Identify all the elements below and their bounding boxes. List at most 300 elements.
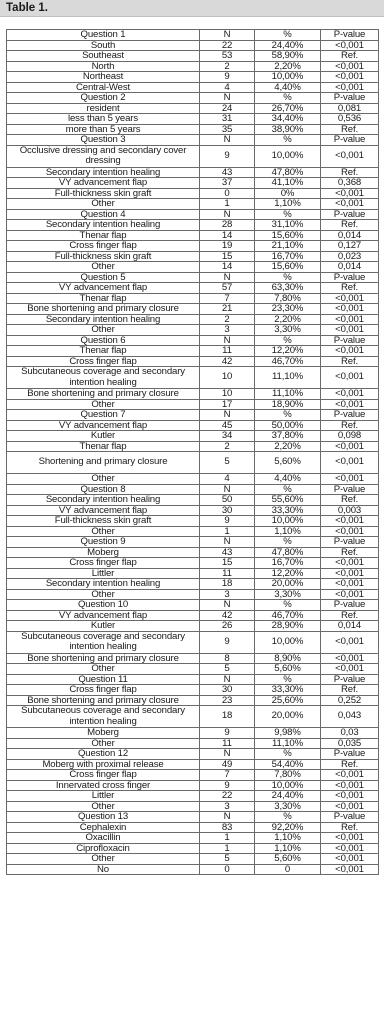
row-label: Kutler	[7, 431, 200, 442]
row-label: Thenar flap	[7, 230, 200, 241]
percent-cell: 46,70%	[255, 356, 321, 367]
count-cell: 14	[200, 262, 255, 273]
p-value-cell: P-value	[321, 135, 379, 146]
count-cell: 50	[200, 495, 255, 506]
percent-cell: 21,10%	[255, 241, 321, 252]
percent-cell: 47,80%	[255, 547, 321, 558]
count-cell: 11	[200, 568, 255, 579]
percent-cell: 34,40%	[255, 114, 321, 125]
p-value-cell: <0,001	[321, 568, 379, 579]
row-label: Secondary intention healing	[7, 220, 200, 231]
count-cell: N	[200, 674, 255, 685]
p-value-cell: <0,001	[321, 304, 379, 315]
p-value-cell: Ref.	[321, 610, 379, 621]
table-row	[7, 568, 379, 579]
table-row	[7, 431, 379, 442]
row-label: Question 5	[7, 272, 200, 283]
percent-cell: 50,00%	[255, 420, 321, 431]
row-label: Other	[7, 589, 200, 600]
percent-cell: 5,60%	[255, 664, 321, 675]
percent-cell: 92,20%	[255, 822, 321, 833]
table-row	[7, 103, 379, 114]
table-row	[7, 283, 379, 294]
p-value-cell: Ref.	[321, 51, 379, 62]
percent-cell: 5,60%	[255, 854, 321, 865]
table-row	[7, 526, 379, 537]
row-label: Thenar flap	[7, 441, 200, 452]
row-label: Question 10	[7, 600, 200, 611]
percent-cell: 3,30%	[255, 801, 321, 812]
p-value-cell: Ref.	[321, 420, 379, 431]
p-value-cell: Ref.	[321, 822, 379, 833]
p-value-cell: 0,014	[321, 262, 379, 273]
percent-cell: 24,40%	[255, 791, 321, 802]
count-cell: 9	[200, 516, 255, 527]
p-value-cell: P-value	[321, 335, 379, 346]
percent-cell: %	[255, 537, 321, 548]
p-value-cell: <0,001	[321, 452, 379, 474]
row-label: Question 8	[7, 484, 200, 495]
p-value-cell: <0,001	[321, 864, 379, 875]
count-cell: 5	[200, 854, 255, 865]
percent-cell: 46,70%	[255, 610, 321, 621]
p-value-cell: <0,001	[321, 791, 379, 802]
row-label: Moberg	[7, 547, 200, 558]
p-value-cell: <0,001	[321, 199, 379, 210]
count-cell: 2	[200, 441, 255, 452]
count-cell: N	[200, 537, 255, 548]
percent-cell: 2,20%	[255, 441, 321, 452]
row-label: Other	[7, 325, 200, 336]
table-row	[7, 780, 379, 791]
count-cell: 19	[200, 241, 255, 252]
table-row	[7, 346, 379, 357]
row-label: Bone shortening and primary closure	[7, 695, 200, 706]
percent-cell: 15,60%	[255, 230, 321, 241]
p-value-cell: 0,043	[321, 706, 379, 728]
row-label: Other	[7, 854, 200, 865]
question-header-row	[7, 410, 379, 421]
table-row	[7, 82, 379, 93]
percent-cell: %	[255, 410, 321, 421]
p-value-cell: <0,001	[321, 631, 379, 653]
count-cell: 57	[200, 283, 255, 294]
p-value-cell: <0,001	[321, 441, 379, 452]
count-cell: 0	[200, 864, 255, 875]
percent-cell: 33,30%	[255, 505, 321, 516]
table-row	[7, 262, 379, 273]
row-label: Secondary intention healing	[7, 495, 200, 506]
percent-cell: 2,20%	[255, 61, 321, 72]
table-row	[7, 854, 379, 865]
p-value-cell: <0,001	[321, 72, 379, 83]
p-value-cell: Ref.	[321, 685, 379, 696]
question-header-row	[7, 335, 379, 346]
row-label: Other	[7, 801, 200, 812]
row-label: VY advancement flap	[7, 283, 200, 294]
percent-cell: 47,80%	[255, 167, 321, 178]
count-cell: 15	[200, 558, 255, 569]
p-value-cell: <0,001	[321, 145, 379, 167]
p-value-cell: 0,536	[321, 114, 379, 125]
results-table	[6, 29, 379, 875]
p-value-cell: <0,001	[321, 389, 379, 400]
percent-cell: 3,30%	[255, 325, 321, 336]
count-cell: 7	[200, 770, 255, 781]
row-label: Question 3	[7, 135, 200, 146]
p-value-cell: <0,001	[321, 558, 379, 569]
p-value-cell: P-value	[321, 209, 379, 220]
row-label: less than 5 years	[7, 114, 200, 125]
table-row	[7, 864, 379, 875]
table-row	[7, 706, 379, 728]
p-value-cell: <0,001	[321, 664, 379, 675]
row-label: more than 5 years	[7, 124, 200, 135]
p-value-cell: Ref.	[321, 167, 379, 178]
count-cell: 3	[200, 801, 255, 812]
p-value-cell: <0,001	[321, 82, 379, 93]
row-label: Other	[7, 262, 200, 273]
row-label: Cross finger flap	[7, 558, 200, 569]
table-row	[7, 145, 379, 167]
count-cell: 42	[200, 356, 255, 367]
count-cell: 9	[200, 728, 255, 739]
row-label: Other	[7, 526, 200, 537]
row-label: No	[7, 864, 200, 875]
table-row	[7, 356, 379, 367]
count-cell: N	[200, 600, 255, 611]
p-value-cell: <0,001	[321, 653, 379, 664]
percent-cell: 63,30%	[255, 283, 321, 294]
row-label: South	[7, 40, 200, 51]
table-row	[7, 167, 379, 178]
row-label: Question 12	[7, 749, 200, 760]
count-cell: 3	[200, 589, 255, 600]
table-row	[7, 474, 379, 485]
table-row	[7, 293, 379, 304]
table-row	[7, 547, 379, 558]
percent-cell: 11,10%	[255, 738, 321, 749]
row-label: Question 13	[7, 812, 200, 823]
table-row	[7, 843, 379, 854]
table-row	[7, 325, 379, 336]
p-value-cell: <0,001	[321, 833, 379, 844]
table-row	[7, 685, 379, 696]
row-label: VY advancement flap	[7, 420, 200, 431]
count-cell: 37	[200, 178, 255, 189]
question-header-row	[7, 30, 379, 41]
p-value-cell: P-value	[321, 537, 379, 548]
row-label: Other	[7, 474, 200, 485]
p-value-cell: <0,001	[321, 516, 379, 527]
p-value-cell: 0,023	[321, 251, 379, 262]
count-cell: 83	[200, 822, 255, 833]
table-row	[7, 589, 379, 600]
percent-cell: 3,30%	[255, 589, 321, 600]
p-value-cell: P-value	[321, 749, 379, 760]
row-label: North	[7, 61, 200, 72]
percent-cell: 54,40%	[255, 759, 321, 770]
percent-cell: 25,60%	[255, 695, 321, 706]
table-row	[7, 72, 379, 83]
p-value-cell: <0,001	[321, 474, 379, 485]
percent-cell: %	[255, 272, 321, 283]
row-label: Cross finger flap	[7, 356, 200, 367]
percent-cell: %	[255, 335, 321, 346]
percent-cell: 9,98%	[255, 728, 321, 739]
question-header-row	[7, 93, 379, 104]
percent-cell: 11,10%	[255, 367, 321, 389]
percent-cell: %	[255, 812, 321, 823]
count-cell: 15	[200, 251, 255, 262]
row-label: Kutler	[7, 621, 200, 632]
p-value-cell: 0,098	[321, 431, 379, 442]
row-label: Question 6	[7, 335, 200, 346]
percent-cell: 20,00%	[255, 706, 321, 728]
table-row	[7, 631, 379, 653]
table-row	[7, 495, 379, 506]
percent-cell: 10,00%	[255, 631, 321, 653]
count-cell: 9	[200, 145, 255, 167]
p-value-cell: Ref.	[321, 283, 379, 294]
p-value-cell: <0,001	[321, 801, 379, 812]
count-cell: 22	[200, 40, 255, 51]
percent-cell: 1,10%	[255, 526, 321, 537]
percent-cell: 1,10%	[255, 199, 321, 210]
percent-cell: %	[255, 749, 321, 760]
p-value-cell: <0,001	[321, 325, 379, 336]
table-row	[7, 579, 379, 590]
table-row	[7, 833, 379, 844]
p-value-cell: <0,001	[321, 843, 379, 854]
row-label: Full-thickness skin graft	[7, 516, 200, 527]
p-value-cell: P-value	[321, 484, 379, 495]
p-value-cell: 0,014	[321, 230, 379, 241]
count-cell: 11	[200, 346, 255, 357]
percent-cell: 31,10%	[255, 220, 321, 231]
table-row	[7, 367, 379, 389]
percent-cell: %	[255, 30, 321, 41]
count-cell: N	[200, 209, 255, 220]
percent-cell: 10,00%	[255, 780, 321, 791]
percent-cell: 10,00%	[255, 145, 321, 167]
count-cell: N	[200, 93, 255, 104]
p-value-cell: P-value	[321, 30, 379, 41]
p-value-cell: 0,03	[321, 728, 379, 739]
count-cell: N	[200, 272, 255, 283]
table-row	[7, 124, 379, 135]
percent-cell: 55,60%	[255, 495, 321, 506]
table-row	[7, 230, 379, 241]
row-label: Subcutaneous coverage and secondary intention healing	[7, 631, 200, 653]
count-cell: 31	[200, 114, 255, 125]
table-row	[7, 188, 379, 199]
p-value-cell: Ref.	[321, 124, 379, 135]
question-header-row	[7, 537, 379, 548]
count-cell: 24	[200, 103, 255, 114]
p-value-cell: <0,001	[321, 526, 379, 537]
table-row	[7, 728, 379, 739]
table-row	[7, 770, 379, 781]
count-cell: 43	[200, 547, 255, 558]
row-label: VY advancement flap	[7, 178, 200, 189]
count-cell: 30	[200, 685, 255, 696]
p-value-cell: P-value	[321, 812, 379, 823]
count-cell: N	[200, 335, 255, 346]
row-label: Occlusive dressing and secondary cover dressing	[7, 145, 200, 167]
count-cell: N	[200, 812, 255, 823]
count-cell: 34	[200, 431, 255, 442]
p-value-cell: <0,001	[321, 314, 379, 325]
p-value-cell: <0,001	[321, 346, 379, 357]
count-cell: 49	[200, 759, 255, 770]
percent-cell: 26,70%	[255, 103, 321, 114]
count-cell: 17	[200, 399, 255, 410]
p-value-cell: 0,368	[321, 178, 379, 189]
count-cell: 18	[200, 706, 255, 728]
table-row	[7, 759, 379, 770]
row-label: Moberg with proximal release	[7, 759, 200, 770]
row-label: VY advancement flap	[7, 505, 200, 516]
row-label: Question 1	[7, 30, 200, 41]
table-row	[7, 653, 379, 664]
p-value-cell: <0,001	[321, 399, 379, 410]
table-row	[7, 241, 379, 252]
row-label: Bone shortening and primary closure	[7, 389, 200, 400]
row-label: Secondary intention healing	[7, 579, 200, 590]
count-cell: 1	[200, 526, 255, 537]
p-value-cell: 0,003	[321, 505, 379, 516]
p-value-cell: P-value	[321, 600, 379, 611]
count-cell: 2	[200, 61, 255, 72]
row-label: Other	[7, 738, 200, 749]
count-cell: 43	[200, 167, 255, 178]
count-cell: 45	[200, 420, 255, 431]
row-label: Thenar flap	[7, 293, 200, 304]
percent-cell: %	[255, 674, 321, 685]
row-label: Bone shortening and primary closure	[7, 304, 200, 315]
row-label: Secondary intention healing	[7, 167, 200, 178]
question-header-row	[7, 600, 379, 611]
table-row	[7, 695, 379, 706]
p-value-cell: <0,001	[321, 780, 379, 791]
table-row	[7, 389, 379, 400]
count-cell: 30	[200, 505, 255, 516]
count-cell: 35	[200, 124, 255, 135]
table-row	[7, 516, 379, 527]
percent-cell: 5,60%	[255, 452, 321, 474]
table-row	[7, 801, 379, 812]
row-label: Shortening and primary closure	[7, 452, 200, 474]
table-row	[7, 621, 379, 632]
percent-cell: 16,70%	[255, 251, 321, 262]
count-cell: 22	[200, 791, 255, 802]
percent-cell: 18,90%	[255, 399, 321, 410]
percent-cell: 1,10%	[255, 843, 321, 854]
percent-cell: 20,00%	[255, 579, 321, 590]
percent-cell: 7,80%	[255, 293, 321, 304]
percent-cell: 12,20%	[255, 568, 321, 579]
row-label: Innervated cross finger	[7, 780, 200, 791]
row-label: Moberg	[7, 728, 200, 739]
p-value-cell: P-value	[321, 410, 379, 421]
p-value-cell: 0,035	[321, 738, 379, 749]
table-row	[7, 61, 379, 72]
count-cell: 21	[200, 304, 255, 315]
percent-cell: 33,30%	[255, 685, 321, 696]
row-label: Oxacillin	[7, 833, 200, 844]
row-label: Other	[7, 199, 200, 210]
table-row	[7, 304, 379, 315]
count-cell: 2	[200, 314, 255, 325]
percent-cell: 28,90%	[255, 621, 321, 632]
p-value-cell: <0,001	[321, 367, 379, 389]
row-label: Southeast	[7, 51, 200, 62]
row-label: Other	[7, 664, 200, 675]
table-row	[7, 822, 379, 833]
p-value-cell: <0,001	[321, 854, 379, 865]
row-label: Full-thickness skin graft	[7, 251, 200, 262]
percent-cell: 0	[255, 864, 321, 875]
p-value-cell: <0,001	[321, 188, 379, 199]
count-cell: 28	[200, 220, 255, 231]
p-value-cell: P-value	[321, 93, 379, 104]
count-cell: 1	[200, 199, 255, 210]
count-cell: 53	[200, 51, 255, 62]
count-cell: 0	[200, 188, 255, 199]
row-label: Northeast	[7, 72, 200, 83]
percent-cell: 23,30%	[255, 304, 321, 315]
row-label: Subcutaneous coverage and secondary intention healing	[7, 706, 200, 728]
row-label: Subcutaneous coverage and secondary intention healing	[7, 367, 200, 389]
p-value-cell: P-value	[321, 674, 379, 685]
count-cell: N	[200, 30, 255, 41]
percent-cell: 12,20%	[255, 346, 321, 357]
count-cell: 9	[200, 72, 255, 83]
table-row	[7, 399, 379, 410]
question-header-row	[7, 135, 379, 146]
row-label: Ciprofloxacin	[7, 843, 200, 854]
percent-cell: %	[255, 600, 321, 611]
row-label: Cross finger flap	[7, 241, 200, 252]
p-value-cell: 0,014	[321, 621, 379, 632]
row-label: Bone shortening and primary closure	[7, 653, 200, 664]
row-label: Cross finger flap	[7, 770, 200, 781]
row-label: Littler	[7, 791, 200, 802]
percent-cell: 10,00%	[255, 516, 321, 527]
row-label: Question 4	[7, 209, 200, 220]
count-cell: 26	[200, 621, 255, 632]
table-row	[7, 441, 379, 452]
percent-cell: 0%	[255, 188, 321, 199]
percent-cell: 58,90%	[255, 51, 321, 62]
percent-cell: 16,70%	[255, 558, 321, 569]
percent-cell: %	[255, 484, 321, 495]
percent-cell: 4,40%	[255, 474, 321, 485]
count-cell: N	[200, 135, 255, 146]
count-cell: 5	[200, 664, 255, 675]
percent-cell: %	[255, 135, 321, 146]
table-row	[7, 220, 379, 231]
row-label: Question 9	[7, 537, 200, 548]
table-row	[7, 452, 379, 474]
percent-cell: %	[255, 209, 321, 220]
table-row	[7, 791, 379, 802]
count-cell: 5	[200, 452, 255, 474]
p-value-cell: <0,001	[321, 579, 379, 590]
percent-cell: 1,10%	[255, 833, 321, 844]
count-cell: 4	[200, 474, 255, 485]
